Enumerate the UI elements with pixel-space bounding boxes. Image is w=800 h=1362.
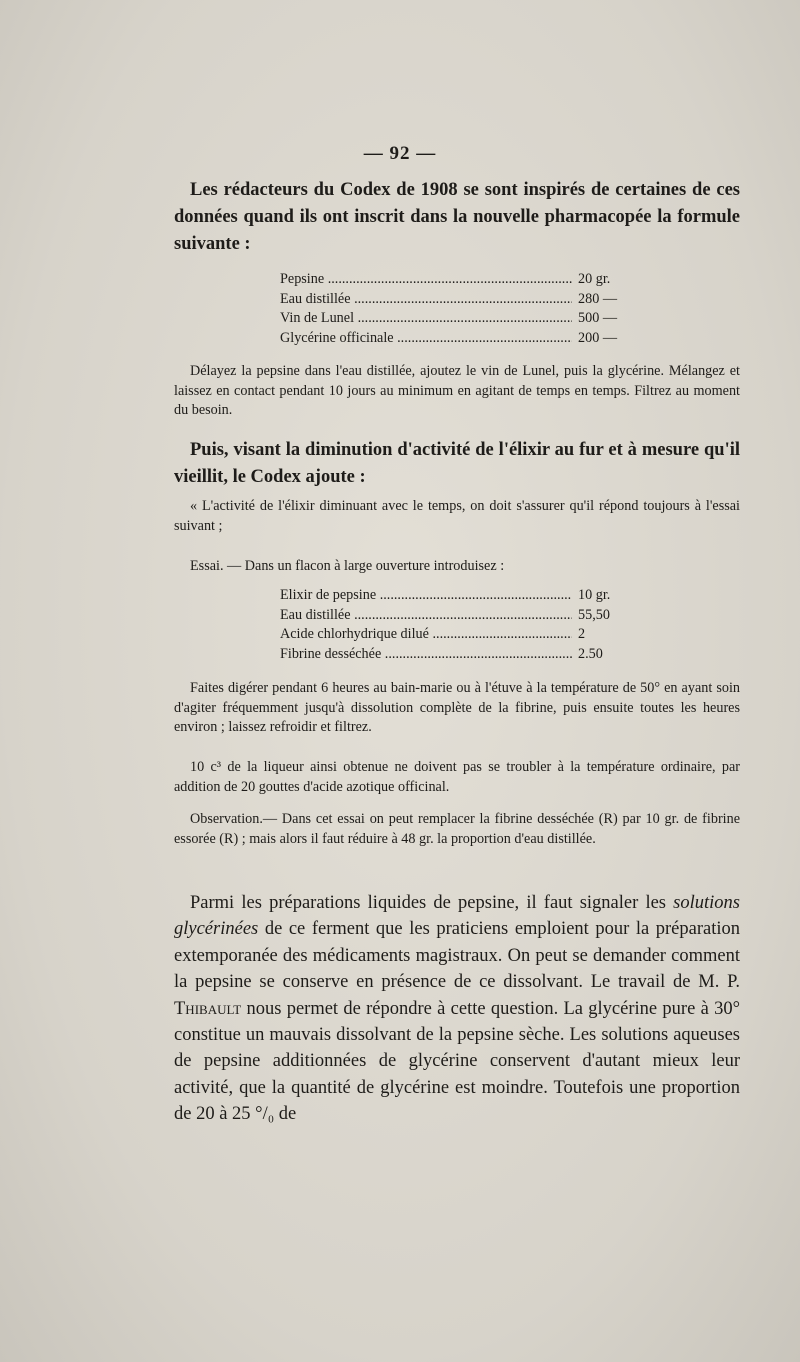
essai-intro: Essai. — Dans un flacon à large ouverture introduisez : bbox=[190, 558, 505, 574]
preparation-instructions: Délayez la pepsine dans l'eau distillée, ajoutez le vin de Lunel, puis la glycérine. Mélangez et laissez en contact pendant 10 jours au minimum en agitant de temps en temps. Filtrez au moment du besoin. bbox=[174, 363, 740, 419]
intro-paragraph: Les rédacteurs du Codex de 1908 se sont inspirés de certaines de ces données quand ils ont inscrit dans la nouvelle pharmacopée la formule suivante : bbox=[174, 180, 740, 254]
page-number: — 92 — bbox=[363, 143, 437, 164]
italic-term: solutions glycérinées bbox=[174, 893, 740, 940]
final-paragraph: Parmi les préparations liquides de pepsine, il faut signaler les solutions glycérinées de ce ferment que les praticiens emploient pour la préparation extemporanée des médicaments magistraux. On peut se demander comment la pepsine se conserve en présence de ce dissolvant. Le travail de M. P. Thibault nous permet de répondre à cette question. La glycérine pure à 30° constitue un mauvais dissolvant de la pepsine sèche. Les solutions aqueuses de pepsine additionnées de glycérine conservent d'autant mieux leur activité, que la quantité de glycérine est moindre. Toutefois une proportion de 20 à 25 °/₀ de bbox=[174, 893, 740, 1125]
formula-row: Acide chlorhydrique dilué ..... 2 bbox=[280, 625, 640, 645]
formula-row: Vin de Lunel ..... 500 — bbox=[280, 309, 640, 329]
observation-note: Observation.— Dans cet essai on peut remplacer la fibrine desséchée (R) par 10 gr. de fibrine essorée (R) ; mais alors il faut réduire à 48 gr. la proportion d'eau distillée. bbox=[174, 811, 740, 847]
author-name: Thibault bbox=[174, 998, 242, 1019]
essai-steps: Faites digérer pendant 6 heures au bain-marie ou à l'étuve à la température de 50° en ayant soin d'agiter fréquemment jusqu'à dissolution complète de la fibrine, puis ensuite toutes les heures environ ; laissez refroidir et filtrez. bbox=[174, 680, 740, 736]
formula-row: Pepsine ..... 20 gr. bbox=[280, 270, 640, 290]
formula-row: Elixir de pepsine ..... 10 gr. bbox=[280, 586, 640, 606]
formula-row: Fibrine desséchée ..... 2.50 bbox=[280, 645, 640, 665]
formula-row: Eau distillée ..... 280 — bbox=[280, 290, 640, 310]
codex-intro-paragraph: Puis, visant la diminution d'activité de l'élixir au fur et à mesure qu'il vieillit, le Codex ajoute : bbox=[174, 440, 740, 487]
codex-quote: « L'activité de l'élixir diminuant avec le temps, on doit s'assurer qu'il répond toujours à l'essai suivant ; bbox=[174, 498, 740, 534]
essai-result: 10 c³ de la liqueur ainsi obtenue ne doivent pas se troubler à la température ordinaire, par addition de 20 gouttes d'acide azotique officinal. bbox=[174, 759, 740, 795]
elixir-formula bbox=[280, 270, 640, 348]
essai-formula bbox=[280, 586, 640, 664]
formula-row: Glycérine officinale ..... 200 — bbox=[280, 329, 640, 349]
formula-row: Eau distillée ..... 55,50 bbox=[280, 606, 640, 626]
